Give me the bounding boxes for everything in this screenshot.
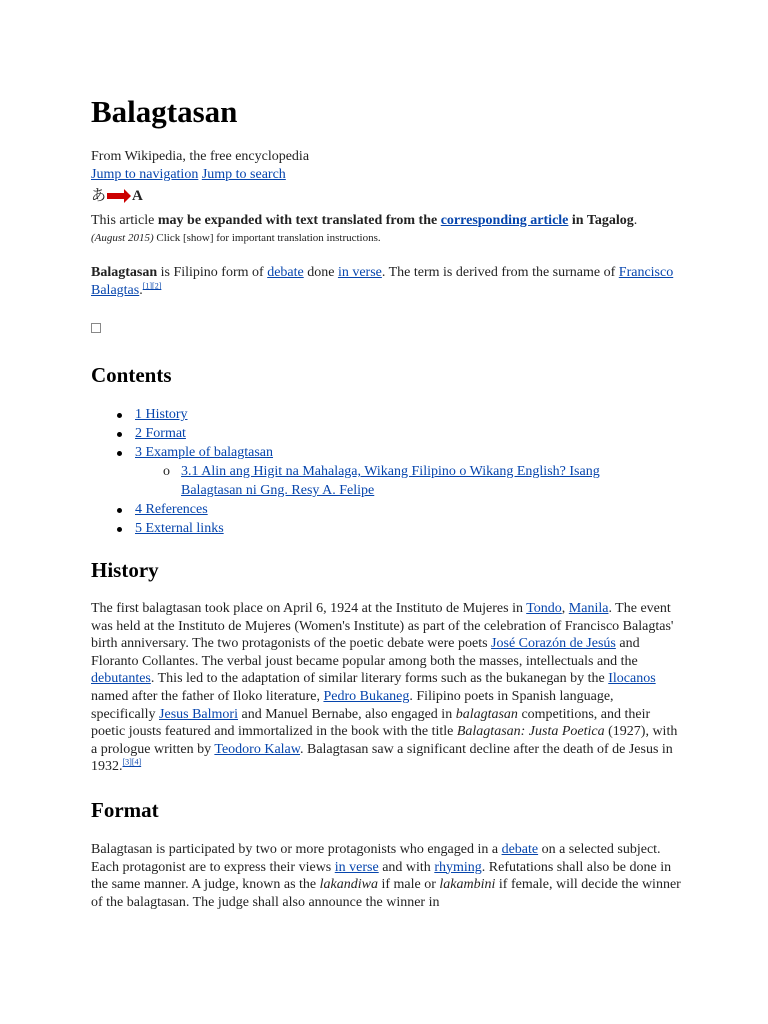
format-text: Balagtasan is participated by two or more protagonists who engaged in a <box>91 842 502 857</box>
corresponding-article-link[interactable]: corresponding article <box>440 213 569 228</box>
in-verse-link[interactable]: in verse <box>337 265 382 280</box>
toc-item <box>117 519 643 538</box>
toc-link-references[interactable]: 4 References <box>135 502 208 517</box>
pedro-bukaneg-link[interactable]: Pedro Bukaneg <box>323 688 410 704</box>
translate-source-glyph: あ <box>91 188 107 204</box>
translation-instructions <box>91 231 381 245</box>
tondo-link[interactable]: Tondo <box>526 601 562 616</box>
teodoro-kalaw-link[interactable]: Teodoro Kalaw <box>214 741 300 757</box>
toc-link-example[interactable]: 3 Example of balagtasan <box>135 445 274 460</box>
notice-text: This article <box>91 213 158 228</box>
format-text: and with <box>378 859 435 875</box>
rhyming-link[interactable]: rhyming <box>434 859 482 875</box>
translate-target-glyph: A <box>132 188 143 204</box>
format-text: on a selected subject. Each protagonist are to express their views <box>91 842 661 875</box>
toc-link-format[interactable]: 2 Format <box>135 426 186 441</box>
debutantes-link[interactable]: debutantes <box>91 671 151 687</box>
intro-text: . The term is derived from the surname of <box>381 265 619 280</box>
history-text: The first balagtasan took place on April 6, 1924 at the Instituto de Mujeres in <box>91 601 527 616</box>
notice-end: . <box>633 213 638 228</box>
translate-icon <box>91 187 143 205</box>
page-title: Balagtasan <box>91 94 238 129</box>
jump-links <box>91 166 286 184</box>
intro-text: is Filipino form of <box>157 265 268 280</box>
notice-instructions: Click [show] for important translation instructions. <box>153 232 381 244</box>
table-of-contents <box>117 405 643 538</box>
debate-link[interactable]: debate <box>267 265 304 280</box>
toc-sublist <box>135 462 643 500</box>
toc-subitem <box>163 462 643 500</box>
format-heading: Format <box>91 798 159 822</box>
jump-to-search-link[interactable]: Jump to search <box>201 167 286 182</box>
history-text: . The event was held at the Instituto de Mujeres (Women's Institute) as part of the celebration of Francisco Balagtas' birth anniversary. The two protagonists of the poetic debate were poets <box>91 601 674 652</box>
history-text: and Manuel Bernabe, also engaged in <box>237 706 456 722</box>
notice-bold-text: may be expanded with text translated from the <box>157 213 441 228</box>
format-emphasis: lakandiwa <box>319 877 378 893</box>
format-paragraph <box>91 841 681 911</box>
intro-paragraph <box>91 264 691 300</box>
jesus-balmori-link[interactable]: Jesus Balmori <box>159 706 238 722</box>
manila-link[interactable]: Manila <box>568 601 609 616</box>
notice-bold-tail: in Tagalog <box>568 213 634 228</box>
history-text: . Balagtasan saw a significant decline after the death of de Jesus in 1932. <box>91 741 673 775</box>
toc-link-history[interactable]: 1 History <box>135 407 188 422</box>
history-text: , <box>561 601 569 616</box>
format-text: . Refutations shall also be done in the same manner. A judge, known as the <box>91 859 672 893</box>
toc-link-external-links[interactable]: 5 External links <box>135 521 224 536</box>
format-debate-link[interactable]: debate <box>501 842 539 857</box>
notice-date: (August 2015) <box>91 232 154 244</box>
history-reference-link[interactable]: [3][4] <box>122 757 142 767</box>
toc-toggle-checkbox[interactable] <box>91 323 101 333</box>
history-text: and Floranto Collantes. The verbal joust became popular among both the masses, intellectuals and the <box>91 636 640 669</box>
ilocanos-link[interactable]: Ilocanos <box>608 671 656 687</box>
history-text: named after the father of Iloko literature, <box>91 688 324 704</box>
format-emphasis: lakambini <box>439 877 496 893</box>
intro-text: done <box>303 265 338 280</box>
jose-corazon-de-jesus-link[interactable]: José Corazón de Jesús <box>491 636 616 652</box>
toc-link-example-alin[interactable]: 3.1 Alin ang Higit na Mahalaga, Wikang Filipino o Wikang English? Isang Balagtasan ni Gng. Resy A. Felipe <box>181 464 600 498</box>
intro-term: Balagtasan <box>91 265 158 280</box>
toc-item <box>117 424 643 443</box>
history-emphasis: Balagtasan: Justa Poetica <box>456 724 605 740</box>
intro-reference-link[interactable]: [1][2] <box>142 281 162 291</box>
arrow-right-icon <box>107 193 125 199</box>
toc-item <box>117 443 643 500</box>
history-text: . This led to the adaptation of similar literary forms such as the bukanegan by the <box>150 671 609 687</box>
history-heading: History <box>91 558 159 582</box>
jump-to-navigation-link[interactable]: Jump to navigation <box>91 167 199 182</box>
format-in-verse-link[interactable]: in verse <box>334 859 379 875</box>
history-text: competitions, and their poetic jousts featured and immortalized in the book with the title <box>91 706 651 740</box>
history-paragraph <box>91 600 681 776</box>
history-text: . Filipino poets in Spanish language, specifically <box>91 688 614 722</box>
history-emphasis: balagtasan <box>455 706 518 722</box>
site-tagline: From Wikipedia, the free encyclopedia <box>91 149 310 164</box>
intro-text: . <box>139 283 143 298</box>
history-text: (1927), with a prologue written by <box>91 724 678 757</box>
toc-item <box>117 500 643 519</box>
toc-item <box>117 405 643 424</box>
francisco-balagtas-link[interactable]: Francisco Balagtas <box>91 265 674 298</box>
format-text: if female, will decide the winner of the balagtasan. The judge shall also announce the winner in <box>91 877 681 910</box>
contents-heading: Contents <box>91 363 172 387</box>
translation-notice <box>91 212 691 230</box>
format-text: if male or <box>377 877 440 893</box>
